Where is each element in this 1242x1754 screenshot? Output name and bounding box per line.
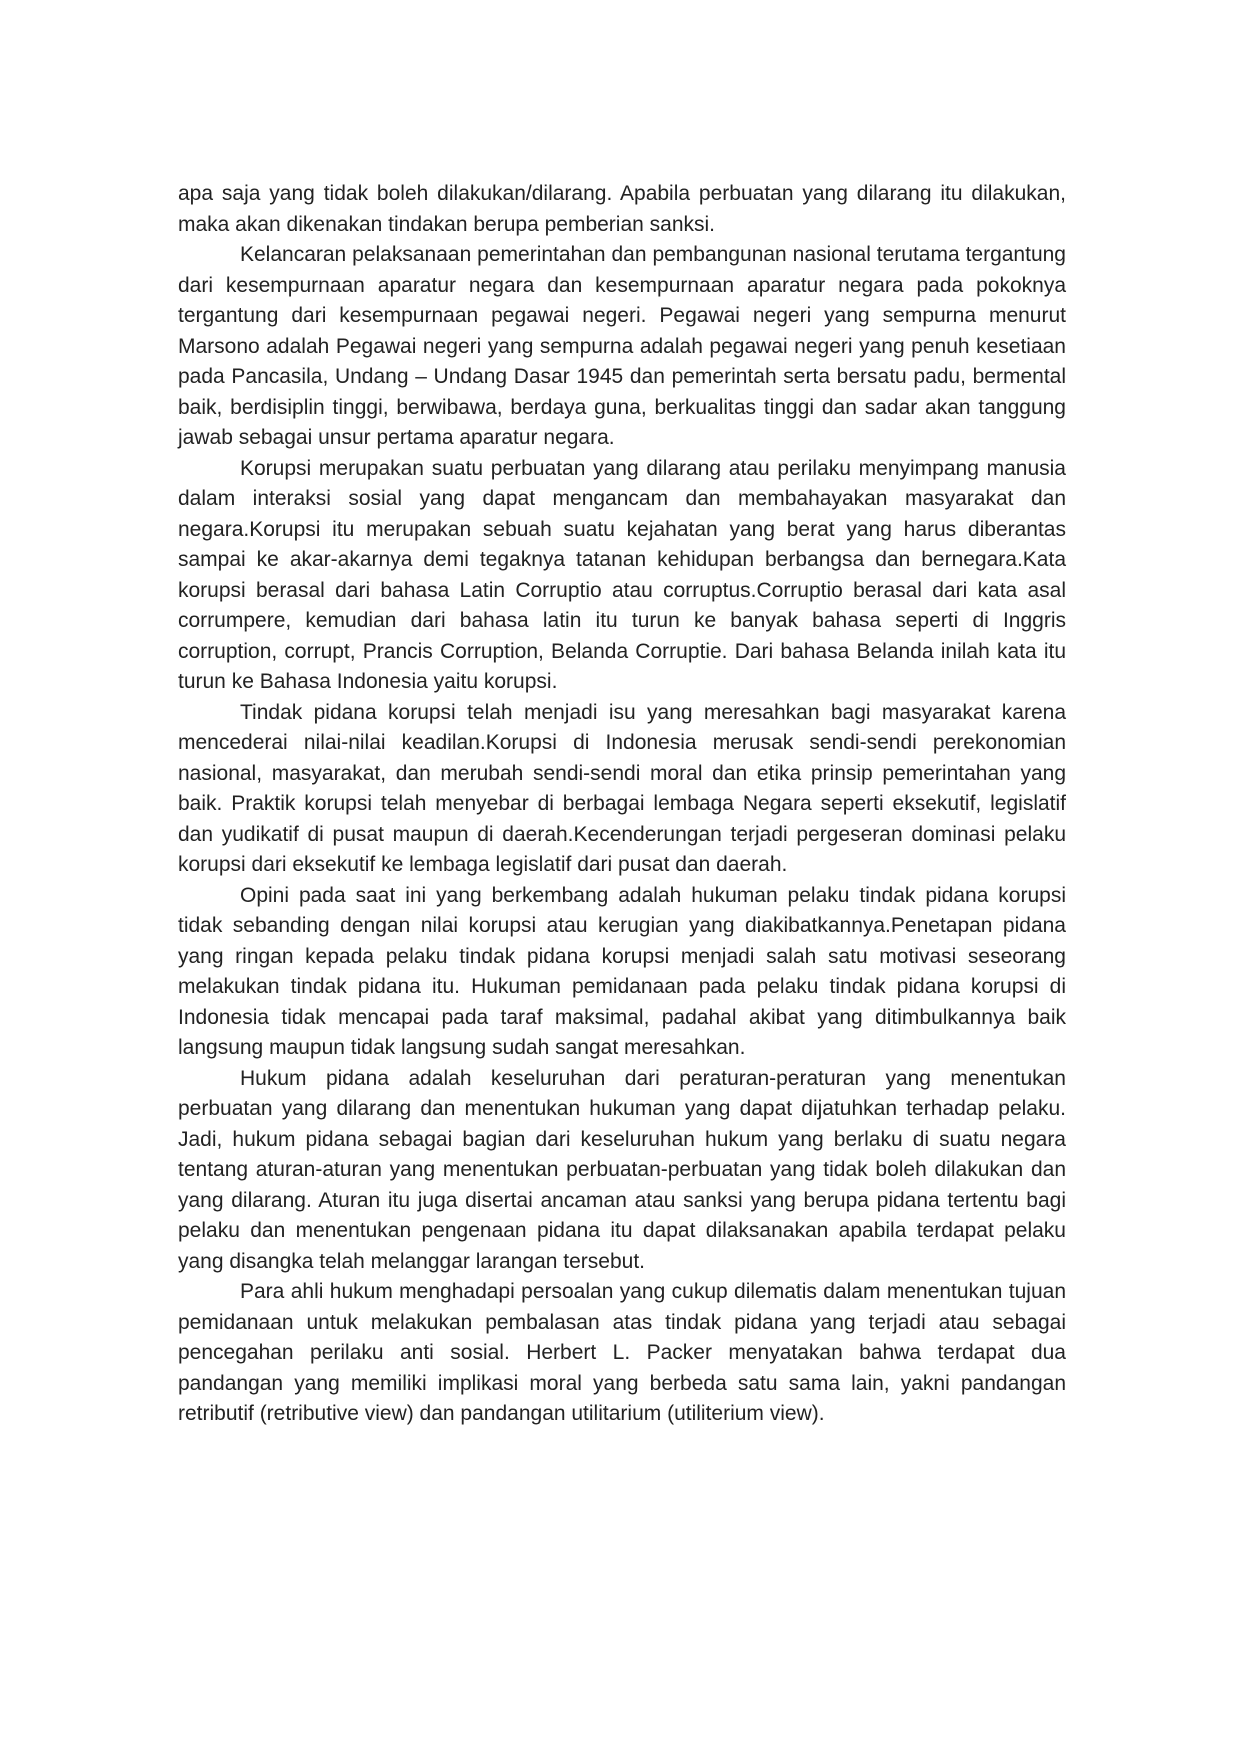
paragraph-opini-hukuman: Opini pada saat ini yang berkembang adalah hukuman pelaku tindak pidana korupsi tidak sebanding dengan nilai korupsi atau kerugian yang diakibatkannya.Penetapan pidana yang ringan kepada pelaku tindak pidana korupsi menjadi salah satu motivasi seseorang melakukan tindak pidana itu. Hukuman pemidanaan pada pelaku tindak pidana korupsi di Indonesia tidak mencapai pada taraf maksimal, padahal akibat yang ditimbulkannya baik langsung maupun tidak langsung sudah sangat meresahkan.: [178, 883, 1066, 1059]
paragraph-definisi-korupsi: Korupsi merupakan suatu perbuatan yang dilarang atau perilaku menyimpang manusia dalam interaksi sosial yang dapat mengancam dan membahayakan masyarakat dan negara.Korupsi itu merupakan sebuah suatu kejahatan yang berat yang harus diberantas sampai ke akar-akarnya demi tegaknya tatanan kehidupan berbangsa dan bernegara.Kata korupsi berasal dari bahasa Latin Corruptio atau corruptus.Corruptio berasal dari kata asal corrumpere, kemudian dari bahasa latin itu turun ke banyak bahasa seperti di Inggris corruption, corrupt, Prancis Corruption, Belanda Corruptie. Dari bahasa Belanda inilah kata itu turun ke Bahasa Indonesia yaitu korupsi.: [178, 456, 1066, 693]
paragraph-continuation: apa saja yang tidak boleh dilakukan/dilarang. Apabila perbuatan yang dilarang itu dilakukan, maka akan dikenakan tindakan berupa pemberian sanksi.: [178, 182, 1066, 236]
document-body: [178, 179, 1066, 1430]
paragraph-tujuan-pemidanaan: Para ahli hukum menghadapi persoalan yang cukup dilematis dalam menentukan tujuan pemidanaan untuk melakukan pembalasan atas tindak pidana yang terjadi atau sebagai pencegahan perilaku anti sosial. Herbert L. Packer menyatakan bahwa terdapat dua pandangan yang memiliki implikasi moral yang berbeda satu sama lain, yakni pandangan retributif (retributive view) dan pandangan utilitarium (utiliterium view).: [178, 1280, 1066, 1425]
paragraph-aparatur-negara: Kelancaran pelaksanaan pemerintahan dan pembangunan nasional terutama tergantung dari kesempurnaan aparatur negara dan kesempurnaan aparatur negara pada pokoknya tergantung dari kesempurnaan pegawai negeri. Pegawai negeri yang sempurna menurut Marsono adalah Pegawai negeri yang sempurna adalah pegawai negeri yang penuh kesetiaan pada Pancasila, Undang – Undang Dasar 1945 dan pemerintah serta bersatu padu, bermental baik, berdisiplin tinggi, berwibawa, berdaya guna, berkualitas tinggi dan sadar akan tanggung jawab sebagai unsur pertama aparatur negara.: [178, 243, 1066, 449]
paragraph-hukum-pidana: Hukum pidana adalah keseluruhan dari peraturan-peraturan yang menentukan perbuatan yang dilarang dan menentukan hukuman yang dapat dijatuhkan terhadap pelaku. Jadi, hukum pidana sebagai bagian dari keseluruhan hukum yang berlaku di suatu negara tentang aturan-aturan yang menentukan perbuatan-perbuatan yang tidak boleh dilakukan dan yang dilarang. Aturan itu juga disertai ancaman atau sanksi yang berupa pidana tertentu bagi pelaku dan menentukan pengenaan pidana itu dapat dilaksanakan apabila terdapat pelaku yang disangka telah melanggar larangan tersebut.: [178, 1066, 1066, 1273]
paragraph-tindak-pidana-korupsi: Tindak pidana korupsi telah menjadi isu yang meresahkan bagi masyarakat karena mencederai nilai-nilai keadilan.Korupsi di Indonesia merusak sendi-sendi perekonomian nasional, masyarakat, dan merubah sendi-sendi moral dan etika prinsip pemerintahan yang baik. Praktik korupsi telah menyebar di berbagai lembaga Negara seperti eksekutif, legislatif dan yudikatif di pusat maupun di daerah.Kecenderungan terjadi pergeseran dominasi pelaku korupsi dari eksekutif ke lembaga legislatif dari pusat dan daerah.: [178, 700, 1066, 876]
